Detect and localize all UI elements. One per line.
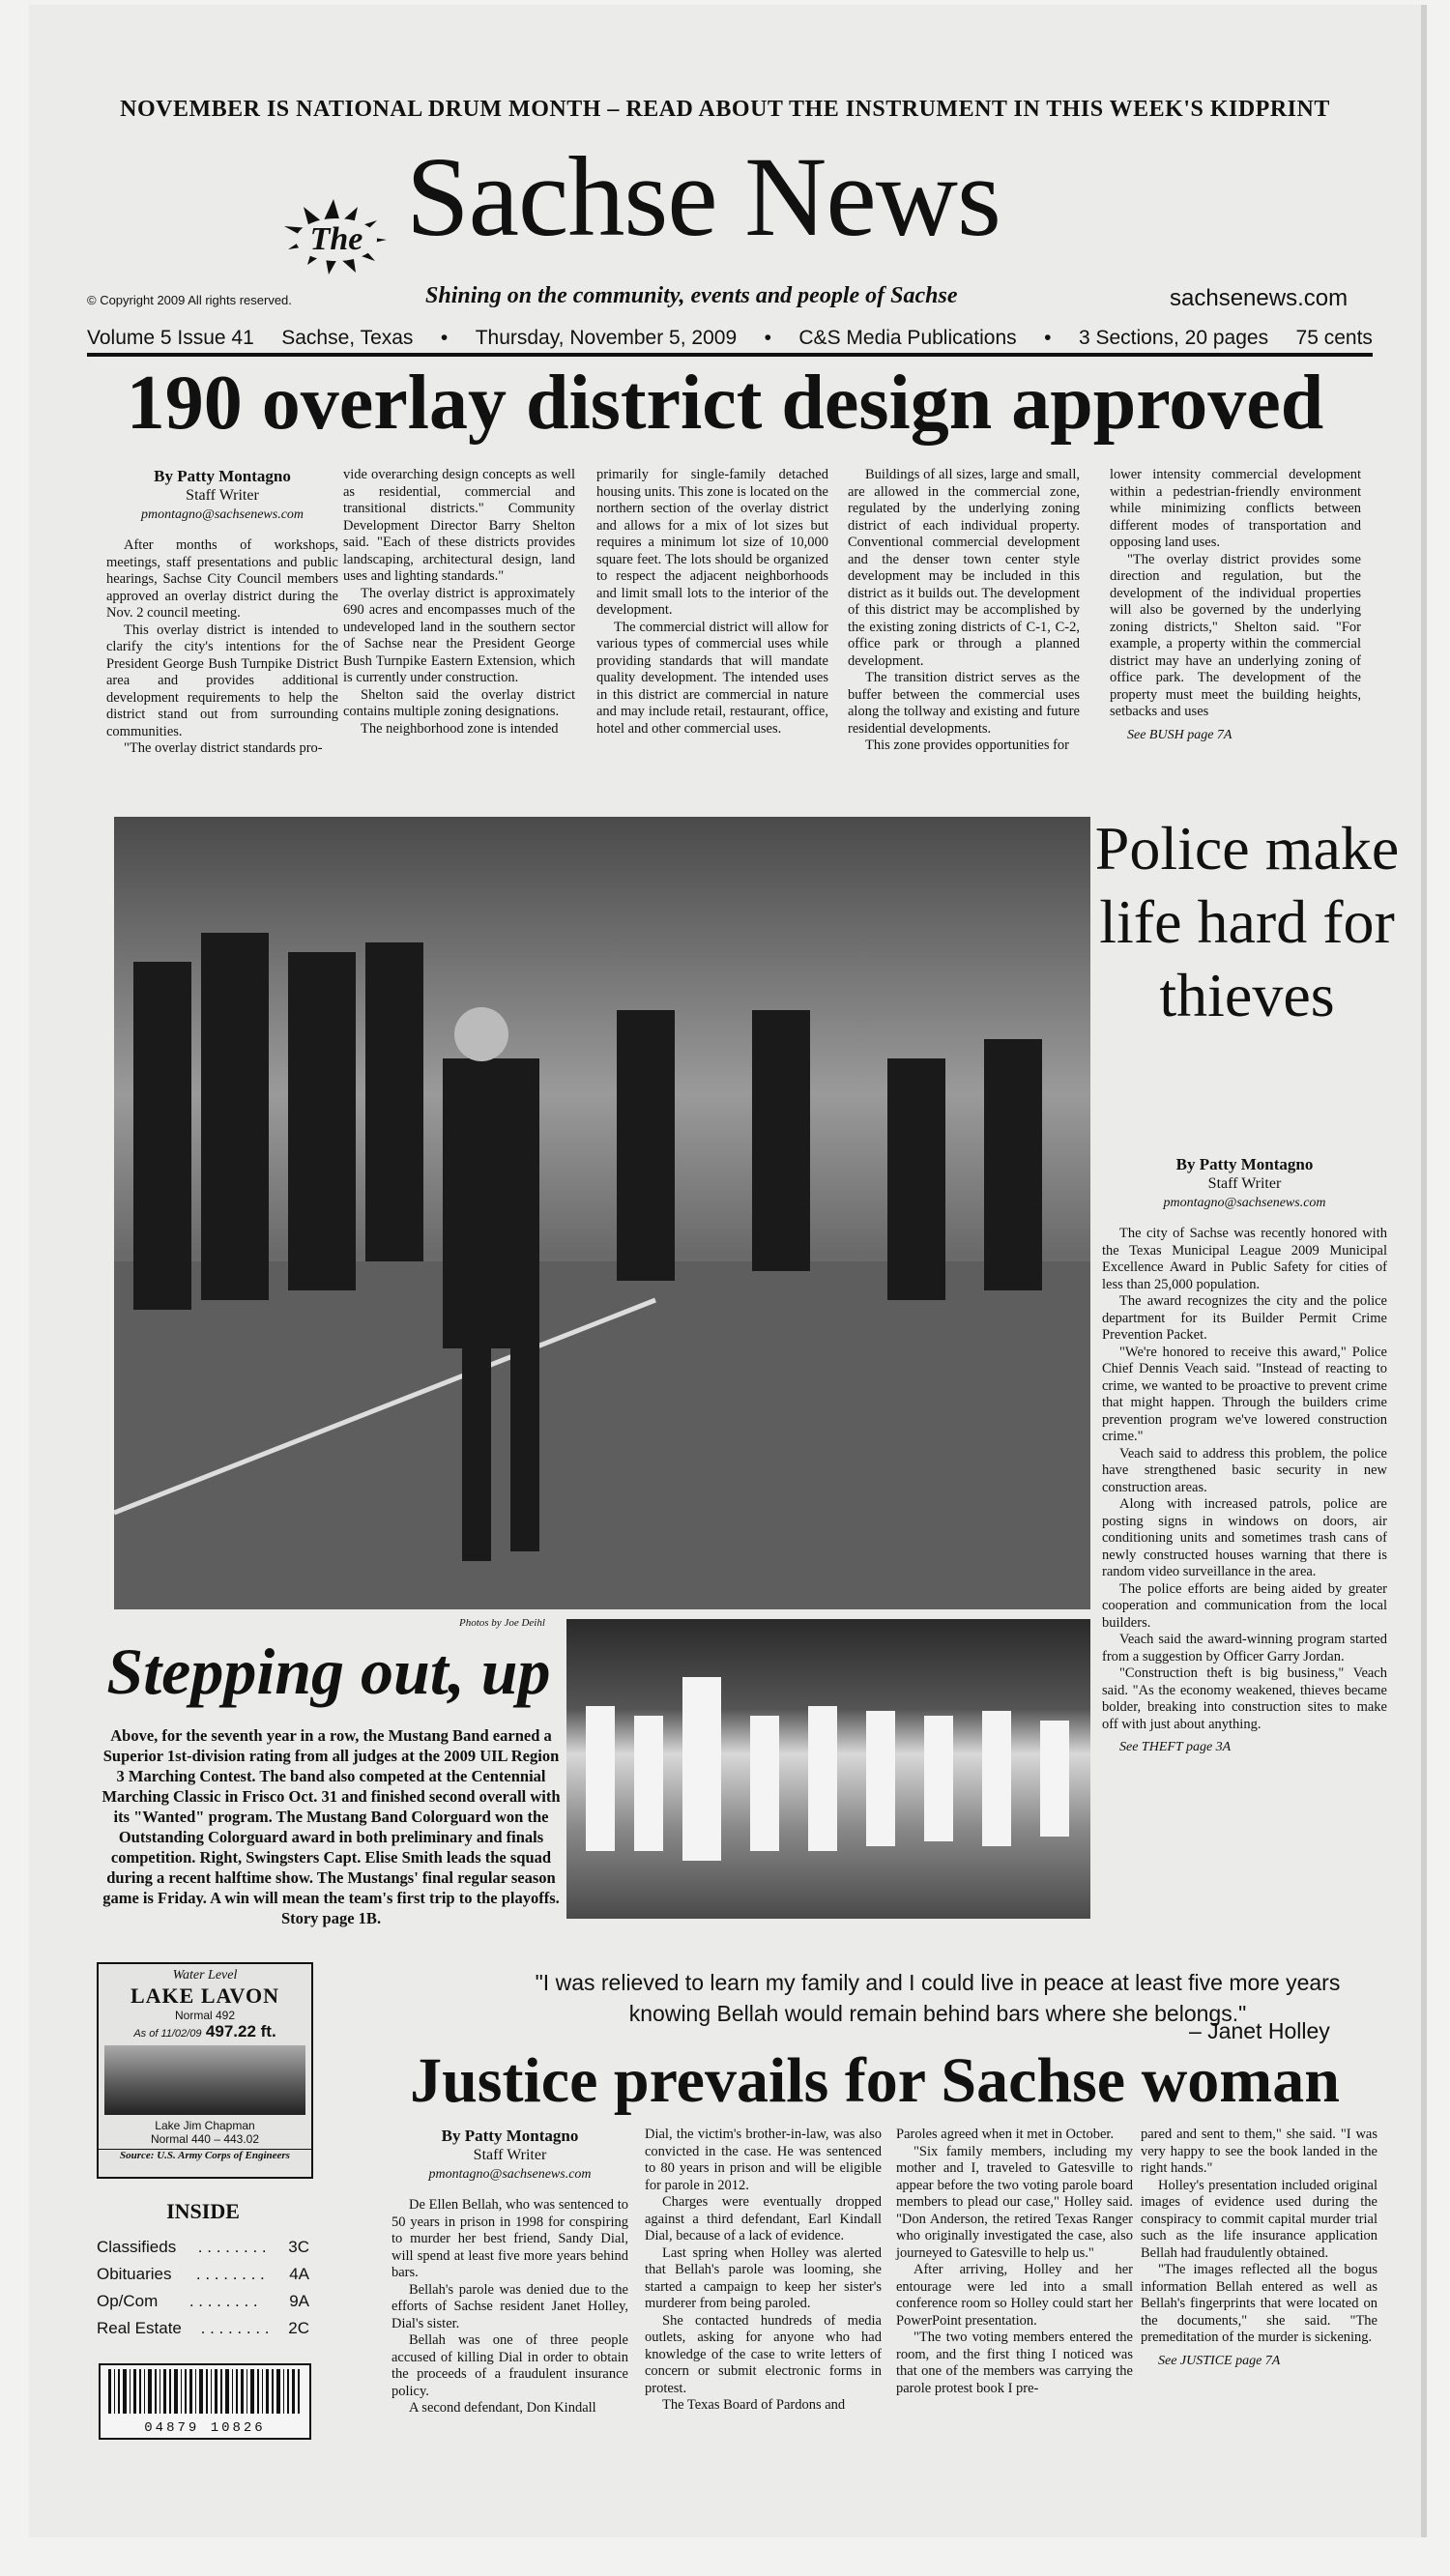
- paragraph: Charges were eventually dropped against a third defendant, Earl Kindall Dial, because of a lack of evidence.: [645, 2194, 882, 2243]
- location: Sachse, Texas: [281, 327, 414, 349]
- inside-item-page: 9A: [289, 2292, 309, 2310]
- issue-date: Thursday, November 5, 2009: [475, 327, 738, 349]
- inside-item[interactable]: [97, 2234, 309, 2261]
- paragraph: lower intensity commercial development within a pedestrian-friendly environment while minimizing conflicts between different modes of transportation and opposing land uses.: [1110, 467, 1361, 550]
- paragraph: She contacted hundreds of media outlets, asking for anyone who had knowledge of the case to write letters of concern or submit electronic forms in protest.: [645, 2312, 882, 2396]
- leader-dots: . . . . . . . .: [188, 2292, 258, 2310]
- bullet: •: [440, 327, 449, 349]
- inside-item-page: 4A: [289, 2265, 309, 2283]
- inside-item-page: 3C: [288, 2238, 309, 2256]
- byline-email: pmontagno@sachsenews.com: [140, 507, 304, 522]
- byline-role: Staff Writer: [186, 487, 259, 504]
- publisher: C&S Media Publications: [798, 327, 1017, 349]
- paragraph: De Ellen Bellah, who was sentenced to 50 years in prison in 1998 for conspiring to murder her best friend, Sandy Dial, will spend at least five more years behind bars.: [392, 2197, 628, 2280]
- story3-column-3: [896, 2127, 1133, 2397]
- inside-item-label: Real Estate: [97, 2319, 182, 2337]
- marching-band-photo: [114, 817, 1090, 1609]
- story1-headline: 190 overlay district design approved: [126, 361, 1324, 446]
- story1-column-3: [596, 467, 828, 738]
- byline-role: Staff Writer: [473, 2147, 547, 2163]
- story3-byline: [392, 2127, 628, 2184]
- story1-jump-link[interactable]: See BUSH page 7A: [1127, 727, 1232, 742]
- paragraph: This zone provides opportunities for: [865, 738, 1070, 753]
- story3-column-2: [645, 2127, 882, 2415]
- paragraph: "The overlay district provides some direction and regulation, but the development of the individual properties will also be governed by the underlying zoning districts," Shelton said. "For example, a property within the commercial district may have an underlying zoning of office park. The development of the property must meet the building heights, setbacks and uses: [1110, 551, 1361, 719]
- pull-quote: "I was relieved to learn my family and I could live in peace at least five more years knowing Bellah would remain behind bars where she belongs.": [535, 1970, 1341, 2026]
- lake-source: Source: U.S. Army Corps of Engineers: [99, 2149, 311, 2161]
- byline-name: By Patty Montagno: [154, 467, 291, 485]
- byline-name: By Patty Montagno: [1175, 1155, 1314, 1173]
- other-lake-name: Lake Jim Chapman: [155, 2119, 255, 2132]
- story2-byline: [1102, 1155, 1387, 1212]
- dam-illustration: [104, 2045, 305, 2115]
- byline-email: pmontagno@sachsenews.com: [428, 2167, 592, 2182]
- lake-name: LAKE LAVON: [130, 1983, 280, 2008]
- paragraph: Veach said the award-winning program started from a suggestion by Officer Garry Jordan.: [1102, 1632, 1387, 1664]
- paragraph: The Texas Board of Pardons and: [662, 2397, 846, 2413]
- lake-level-box: [97, 1962, 313, 2179]
- inside-item-label: Obituaries: [97, 2265, 172, 2283]
- byline-role: Staff Writer: [1207, 1175, 1282, 1192]
- bullet: •: [764, 327, 771, 349]
- paragraph: "The images reflected all the bogus information Bellah entered as well as Bellah's fingerprints that were located on the documents," she said. "The premeditation of the murder is sickening.: [1141, 2262, 1378, 2345]
- story2-headline: Police make life hard for thieves: [1094, 814, 1400, 1029]
- paragraph: Dial, the victim's brother-in-law, was also convicted in the case. He was sentenced to 80 years in prison and will be eligible for parole in 2012.: [645, 2127, 882, 2193]
- info-bar: [87, 324, 1373, 357]
- paragraph: This overlay district is intended to clarify the city's intentions for the President George Bush Turnpike District area and provides additional development requirements to help the district stand out from surrounding communities.: [106, 622, 338, 739]
- paragraph: Bellah was one of three people accused of killing Dial in order to obtain the proceeds of a fraudulent insurance policy.: [392, 2332, 628, 2399]
- paragraph: After arriving, Holley and her entourage were led into a small conference room so Holley could start her PowerPoint presentation.: [896, 2262, 1133, 2329]
- drill-team-figures: [566, 1619, 1090, 1919]
- lake-normal: Normal 492: [174, 2009, 236, 2022]
- volume-issue: Volume 5 Issue 41: [87, 327, 254, 349]
- other-lake-normal: Normal 440 – 443.02: [150, 2132, 260, 2146]
- paragraph: vide overarching design concepts as well as residential, commercial and transitional districts." Community Development Director Barry Shelton said. "Each of these districts provides landscaping, architectural design, land uses and lighting standards.": [343, 467, 575, 584]
- promo-banner: NOVEMBER IS NATIONAL DRUM MONTH – READ ABOUT THE INSTRUMENT IN THIS WEEK'S KIDPRINT: [120, 97, 1330, 122]
- barcode: [99, 2363, 311, 2440]
- paragraph: "The two voting members entered the room, and the first thing I noticed was that one of the members was carrying the parole protest book I pre-: [896, 2330, 1133, 2396]
- paragraph: A second defendant, Don Kindall: [409, 2400, 596, 2416]
- bullet: •: [1044, 327, 1052, 349]
- barcode-number: 04879 10826: [144, 2420, 266, 2436]
- paragraph: Along with increased patrols, police are posting signs in windows on doors, air conditioning units and sometimes trash cans of newly constructed houses warning that there is random video surveillance in the area.: [1102, 1496, 1387, 1579]
- paragraph: "Six family members, including my mother and I, traveled to Gatesville to appear before the two voting parole board members to plead our case," Holley said. "Don Anderson, the retired Texas Ranger who originally investigated the case, also journeyed to Gatesville to help us.": [896, 2143, 1133, 2261]
- story2-column: [1102, 1155, 1387, 1756]
- inside-item-label: Op/Com: [97, 2292, 159, 2310]
- lake-water-level-label: Water Level: [172, 1968, 238, 1983]
- sunburst-logo-icon: [261, 193, 406, 280]
- paragraph: After months of workshops, meetings, staff presentations and public hearings, Sachse City Council members approved an overlay district during the Nov. 2 council meeting.: [106, 537, 338, 621]
- paragraph: Shelton said the overlay district contains multiple zoning designations.: [343, 686, 575, 719]
- masthead-title: Sachse News: [406, 133, 1000, 260]
- drill-team-photo: [566, 1619, 1090, 1919]
- website: sachsenews.com: [1170, 285, 1348, 311]
- paragraph: The award recognizes the city and the police department for its Builder Permit Crime Prevention Packet.: [1102, 1293, 1387, 1343]
- paragraph: "We're honored to receive this award," Police Chief Dennis Veach said. "Instead of reacting to crime, we wanted to be proactive to prevent crime that might happen. Through the builders crime prevention program we've lowered construction crime.": [1102, 1344, 1387, 1444]
- lake-as-of: As of 11/02/09: [133, 2028, 202, 2040]
- paragraph: Veach said to address this problem, the police have strengthened basic security in new construction areas.: [1102, 1445, 1387, 1495]
- leader-dots: . . . . . . . .: [197, 2238, 267, 2256]
- inside-item[interactable]: [97, 2261, 309, 2288]
- paragraph: pared and sent to them," she said. "I was very happy to see the book landed in the right hands.": [1141, 2127, 1378, 2176]
- story3-column-1: [392, 2127, 628, 2417]
- pull-quote-attribution: – Janet Holley: [1189, 2018, 1330, 2043]
- inside-item-page: 2C: [288, 2319, 309, 2337]
- inside-item-label: Classifieds: [97, 2238, 177, 2256]
- paragraph: The transition district serves as the buffer between the commercial uses along the tollway and existing and future residential developments.: [848, 670, 1080, 737]
- inside-index: [97, 2199, 309, 2342]
- stepping-headline: Stepping out, up: [106, 1635, 551, 1708]
- paragraph: The city of Sachse was recently honored with the Texas Municipal League 2009 Municipal Excellence Award in Public Safety for cities of less than 25,000 population.: [1102, 1226, 1387, 1292]
- paragraph: Paroles agreed when it met in October.: [896, 2127, 1115, 2142]
- paragraph: Buildings of all sizes, large and small, are allowed in the commercial zone, regulated by the underlying zoning district of each individual property. Conventional commercial development and the denser town center style development may be included in this district as it builds out. The development of this district may be accomplished by the existing zoning districts of C-1, C-2, office park or through a planned development.: [848, 467, 1080, 669]
- paragraph: The police efforts are being aided by greater cooperation and communication from the local builders.: [1102, 1580, 1387, 1631]
- story3-column-4: [1141, 2127, 1378, 2369]
- paragraph: The neighborhood zone is intended: [361, 720, 559, 737]
- story1-column-2: [343, 467, 575, 738]
- barcode-icon: [101, 2365, 309, 2416]
- story1-column-5: [1110, 467, 1361, 743]
- leader-dots: . . . . . . . .: [195, 2265, 265, 2283]
- leader-dots: . . . . . . . .: [200, 2319, 270, 2337]
- inside-item[interactable]: [97, 2288, 309, 2315]
- story1-byline: [106, 467, 338, 524]
- story1-column-4: [848, 467, 1080, 755]
- story3-headline: Justice prevails for Sachse woman: [410, 2045, 1340, 2116]
- paragraph: primarily for single-family detached housing units. This zone is located on the northern section of the overlay district and allows for a mix of lot sizes but requires a minimum lot size of 10,000 square feet. The lots should be organized to respect the adjacent neighborhoods and limit small lots to the interior of the development.: [596, 467, 828, 618]
- story3-jump-link[interactable]: See JUSTICE page 7A: [1158, 2353, 1281, 2368]
- inside-title: INSIDE: [166, 2199, 240, 2223]
- copyright: © Copyright 2009 All rights reserved.: [87, 293, 292, 307]
- paragraph: The commercial district will allow for various types of commercial uses while providing standards that will mandate quality development. The intended uses in this district are commercial in nature and may include retail, restaurant, office, hotel and other commercial uses.: [596, 619, 828, 737]
- photo-credit: Photos by Joe Deihl: [459, 1617, 545, 1629]
- paragraph: Last spring when Holley was alerted that Bellah's parole was looming, she started a campaign to keep her sister's murderer from being paroled.: [645, 2244, 882, 2311]
- paragraph: The overlay district is approximately 690 acres and encompasses much of the undeveloped land in the southern sector of Sachse near the President George Bush Turnpike Eastern Extension, which is currently under construction.: [343, 585, 575, 685]
- byline-name: By Patty Montagno: [441, 2127, 579, 2145]
- lake-level-value: 497.22 ft.: [205, 2022, 276, 2041]
- the-text: The: [309, 221, 363, 257]
- inside-item[interactable]: [97, 2315, 309, 2342]
- paragraph: "The overlay district standards pro-: [124, 740, 323, 756]
- newspaper-page: [29, 5, 1427, 2537]
- sections-pages: 3 Sections, 20 pages: [1078, 327, 1269, 349]
- price: 75 cents: [1295, 327, 1373, 349]
- paragraph: "Construction theft is big business," Veach said. "As the economy weakened, thieves became bolder, breaking into construction sites to make off with just about anything.: [1102, 1665, 1387, 1732]
- marching-band-figures: [114, 817, 1090, 1609]
- tagline: Shining on the community, events and people of Sachse: [425, 283, 958, 308]
- paragraph: Holley's presentation included original images of evidence used during the conspiracy to commit capital murder trial such as the life insurance application Bellah had fraudulently obtained.: [1141, 2177, 1378, 2261]
- stepping-caption: Above, for the seventh year in a row, the Mustang Band earned a Superior 1st-division rating from all judges at the 2009 UIL Region 3 Marching Contest. The band also competed at the Centennial Marching Classic in Frisco Oct. 31 and finished second overall with its "Wanted" program. The Mustang Band Colorguard won the Outstanding Colorguard award in both preliminary and finals competition. Right, Swingsters Capt. Elise Smith leads the squad during a recent halftime show. The Mustangs' final regular season game is Friday. A win will mean the team's first trip to the playoffs. Story page 1B.: [102, 1726, 561, 1927]
- story2-jump-link[interactable]: See THEFT page 3A: [1119, 1740, 1232, 1754]
- story1-column-1: [106, 467, 338, 758]
- paragraph: Bellah's parole was denied due to the efforts of Sachse resident Janet Holley, Dial's sister.: [392, 2281, 628, 2331]
- byline-email: pmontagno@sachsenews.com: [1163, 1196, 1326, 1210]
